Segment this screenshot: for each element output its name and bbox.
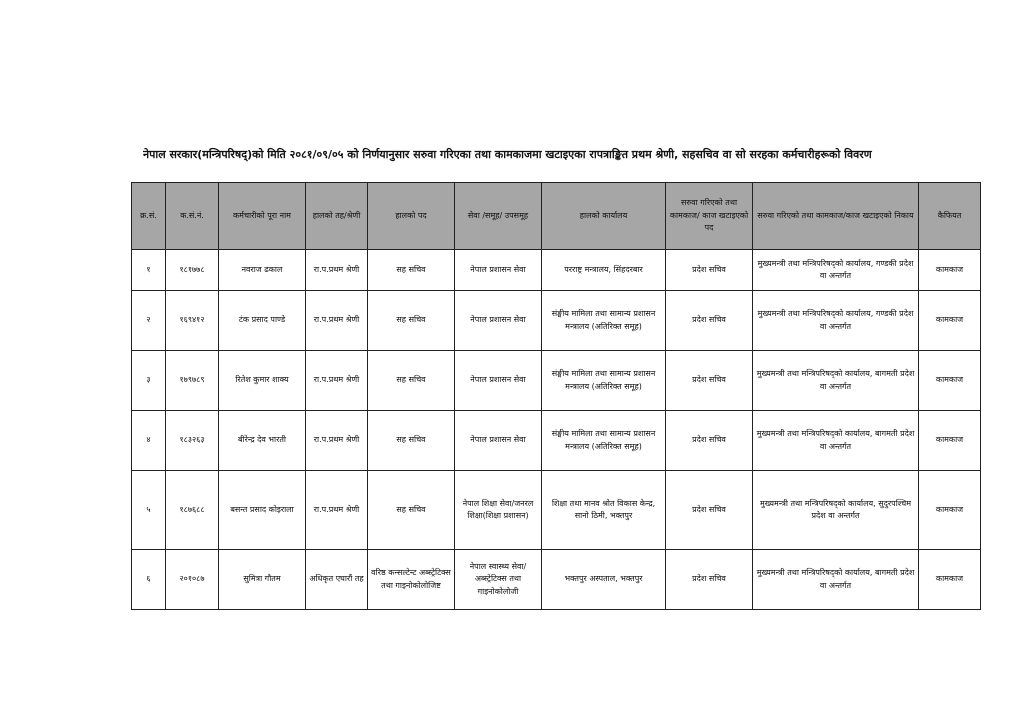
table-row	[132, 471, 981, 550]
cell-current-post: वरिष्ठ कन्सल्टेन्ट अब्स्ट्रेटिक्स तथा गाइनोकोलोजिष्ट	[368, 550, 455, 610]
cell-current-office: शिक्षा तथा मानव श्रोत विकास केन्द्र, सानो ठिमी, भक्तपुर	[542, 471, 666, 550]
cell-serial: ३	[132, 351, 166, 411]
cell-service-group: नेपाल स्वास्थ्य सेवा/अब्स्ट्रेटिक्स तथा गाइनोकोलोजी	[455, 550, 542, 610]
cell-full-name: रितेश कुमार शाक्य	[219, 351, 306, 411]
cell-staff-id: १८७६८८	[166, 471, 219, 550]
table-row	[132, 550, 981, 610]
cell-assigned-office: मुख्यमन्त्री तथा मन्त्रिपरिषद्को कार्यालय, गण्डकी प्रदेश वा अन्तर्गत	[753, 291, 919, 351]
cell-full-name: सुमित्रा गौतम	[219, 550, 306, 610]
cell-assigned-post: प्रदेश सचिव	[666, 411, 753, 471]
cell-staff-id: १७९७८९	[166, 351, 219, 411]
cell-current-post: सह सचिव	[368, 471, 455, 550]
cell-remarks: कामकाज	[919, 250, 981, 291]
cell-current-post: सह सचिव	[368, 291, 455, 351]
cell-assigned-post: प्रदेश सचिव	[666, 471, 753, 550]
cell-service-group: नेपाल प्रशासन सेवा	[455, 291, 542, 351]
cell-current-level: रा.प.प्रथम श्रेणी	[306, 291, 368, 351]
cell-assigned-post: प्रदेश सचिव	[666, 291, 753, 351]
header-serial: क्र.सं.	[132, 183, 166, 250]
cell-assigned-post: प्रदेश सचिव	[666, 250, 753, 291]
cell-staff-id: १६९४१२	[166, 291, 219, 351]
header-staff-id: क.सं.नं.	[166, 183, 219, 250]
header-assigned-post: सरुवा गरिएको तथा कामकाज/ काज खटाइएको पद	[666, 183, 753, 250]
cell-service-group: नेपाल प्रशासन सेवा	[455, 351, 542, 411]
table-row	[132, 250, 981, 291]
cell-current-level: रा.प.प्रथम श्रेणी	[306, 471, 368, 550]
cell-current-office: परराष्ट्र मन्त्रालय, सिंहदरबार	[542, 250, 666, 291]
table-header-row	[132, 183, 981, 250]
cell-current-level: रा.प.प्रथम श्रेणी	[306, 351, 368, 411]
cell-remarks: कामकाज	[919, 471, 981, 550]
header-remarks: कैफियत	[919, 183, 981, 250]
cell-current-post: सह सचिव	[368, 411, 455, 471]
cell-staff-id: १८१७७८	[166, 250, 219, 291]
cell-assigned-office: मुख्यमन्त्री तथा मन्त्रिपरिषद्को कार्यालय, गण्डकी प्रदेश वा अन्तर्गत	[753, 250, 919, 291]
header-full-name: कर्मचारीको पूरा नाम	[219, 183, 306, 250]
cell-current-level: अधिकृत एघारौं तह	[306, 550, 368, 610]
cell-current-post: सह सचिव	[368, 351, 455, 411]
table-row	[132, 351, 981, 411]
cell-serial: ४	[132, 411, 166, 471]
table-row	[132, 411, 981, 471]
header-service-group: सेवा /समूह/ उपसमूह	[455, 183, 542, 250]
cell-service-group: नेपाल प्रशासन सेवा	[455, 250, 542, 291]
cell-staff-id: २०१०८७	[166, 550, 219, 610]
cell-service-group: नेपाल प्रशासन सेवा	[455, 411, 542, 471]
cell-full-name: बीरेन्द्र देव भारती	[219, 411, 306, 471]
cell-current-post: सह सचिव	[368, 250, 455, 291]
table-row	[132, 291, 981, 351]
cell-current-office: संङ्घीय मामिला तथा सामान्य प्रशासन मन्त्रालय (अतिरिक्त समूह)	[542, 411, 666, 471]
cell-full-name: बसन्त प्रसाद कोइराला	[219, 471, 306, 550]
cell-remarks: कामकाज	[919, 351, 981, 411]
page-title: नेपाल सरकार(मन्त्रिपरिषद्)को मिति २०८१/०९/०५ को निर्णयानुसार सरुवा गरिएका तथा कामकाजमा खटाइएका रापत्राङ्कित प्रथम श्रेणी, सहसचिव वा सो सरहका कर्मचारीहरूको विवरण	[143, 148, 872, 161]
cell-assigned-post: प्रदेश सचिव	[666, 351, 753, 411]
header-current-office: हालको कार्यालय	[542, 183, 666, 250]
cell-current-level: रा.प.प्रथम श्रेणी	[306, 411, 368, 471]
header-current-level: हालको तह/श्रेणी	[306, 183, 368, 250]
cell-assigned-office: मुख्यमन्त्री तथा मन्त्रिपरिषद्को कार्यालय, बागमती प्रदेश वा अन्तर्गत	[753, 411, 919, 471]
header-assigned-office: सरुवा गरिएको तथा कामकाज/काज खटाइएको निकाय	[753, 183, 919, 250]
cell-current-level: रा.प.प्रथम श्रेणी	[306, 250, 368, 291]
cell-remarks: कामकाज	[919, 411, 981, 471]
cell-current-office: संङ्घीय मामिला तथा सामान्य प्रशासन मन्त्रालय (अतिरिक्त समूह)	[542, 291, 666, 351]
cell-serial: ५	[132, 471, 166, 550]
employee-transfer-table	[131, 182, 981, 610]
cell-serial: ६	[132, 550, 166, 610]
cell-current-office: संङ्घीय मामिला तथा सामान्य प्रशासन मन्त्रालय (अतिरिक्त समूह)	[542, 351, 666, 411]
cell-current-office: भक्तपुर अस्पताल, भक्तपुर	[542, 550, 666, 610]
cell-staff-id: १८३२६३	[166, 411, 219, 471]
cell-remarks: कामकाज	[919, 550, 981, 610]
header-current-post: हालको पद	[368, 183, 455, 250]
cell-assigned-office: मुख्यमन्त्री तथा मन्त्रिपरिषद्को कार्यालय, बागमती प्रदेश वा अन्तर्गत	[753, 351, 919, 411]
cell-full-name: टंक प्रसाद पाण्डे	[219, 291, 306, 351]
cell-service-group: नेपाल शिक्षा सेवा/जनरल शिक्षा(शिक्षा प्रशासन)	[455, 471, 542, 550]
cell-assigned-office: मुख्यमन्त्री तथा मन्त्रिपरिषद्को कार्यालय, बागमती प्रदेश वा अन्तर्गत	[753, 550, 919, 610]
cell-remarks: कामकाज	[919, 291, 981, 351]
cell-assigned-post: प्रदेश सचिव	[666, 550, 753, 610]
cell-serial: १	[132, 250, 166, 291]
cell-serial: २	[132, 291, 166, 351]
cell-assigned-office: मुख्यमन्त्री तथा मन्त्रिपरिषद्को कार्यालय, सुदुरपश्चिम प्रदेश वा अन्तर्गत	[753, 471, 919, 550]
cell-full-name: नवराज ढकाल	[219, 250, 306, 291]
